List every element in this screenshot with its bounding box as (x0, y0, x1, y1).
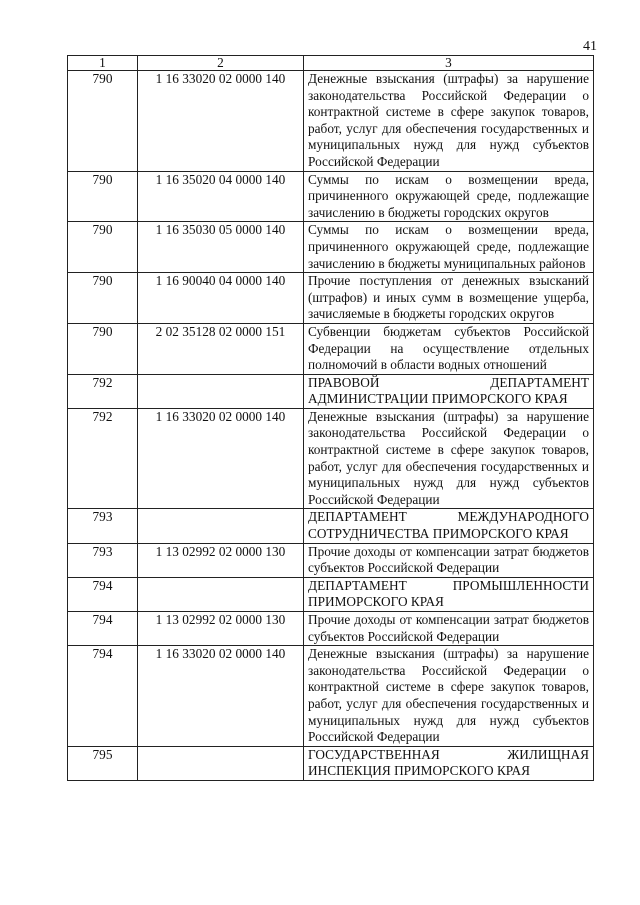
table-row (68, 374, 594, 408)
table-row (68, 408, 594, 509)
admin-code-cell: 794 (68, 612, 138, 646)
revenue-code-cell: 2 02 35128 02 0000 151 (138, 323, 304, 374)
department-heading-cell: ДЕПАРТАМЕНТ МЕЖДУНАРОДНОГО СОТРУДНИЧЕСТВА ПРИМОРСКОГО КРАЯ (304, 509, 594, 543)
revenue-code-cell (138, 509, 304, 543)
revenue-code-cell: 1 16 35020 04 0000 140 (138, 171, 304, 222)
admin-code-cell: 790 (68, 71, 138, 172)
revenue-code-cell (138, 746, 304, 780)
table-row (68, 746, 594, 780)
admin-code-cell: 792 (68, 408, 138, 509)
table-row (68, 612, 594, 646)
table-row (68, 323, 594, 374)
department-heading-cell: ГОСУДАРСТВЕННАЯ ЖИЛИЩНАЯ ИНСПЕКЦИЯ ПРИМОРСКОГО КРАЯ (304, 746, 594, 780)
table-row (68, 273, 594, 324)
department-heading-cell: ПРАВОВОЙ ДЕПАРТАМЕНТ АДМИНИСТРАЦИИ ПРИМОРСКОГО КРАЯ (304, 374, 594, 408)
admin-code-cell: 790 (68, 273, 138, 324)
admin-code-cell: 794 (68, 646, 138, 747)
revenue-name-cell: Прочие доходы от компенсации затрат бюджетов субъектов Российской Федерации (304, 612, 594, 646)
department-heading-cell: ДЕПАРТАМЕНТ ПРОМЫШЛЕННОСТИ ПРИМОРСКОГО КРАЯ (304, 577, 594, 611)
revenue-code-cell: 1 13 02992 02 0000 130 (138, 543, 304, 577)
revenue-code-cell: 1 16 33020 02 0000 140 (138, 71, 304, 172)
table-row (68, 646, 594, 747)
revenue-code-cell: 1 16 35030 05 0000 140 (138, 222, 304, 273)
revenue-name-cell: Денежные взыскания (штрафы) за нарушение законодательства Российской Федерации о контрактной системе в сфере закупок товаров, работ, услуг для обеспечения государственных и муниципальных нужд для нужд субъектов Российской Федерации (304, 408, 594, 509)
admin-code-cell: 790 (68, 323, 138, 374)
column-header-1: 1 (68, 56, 138, 71)
table-row (68, 71, 594, 172)
revenue-code-cell (138, 577, 304, 611)
admin-code-cell: 793 (68, 543, 138, 577)
admin-code-cell: 792 (68, 374, 138, 408)
revenue-code-cell: 1 13 02992 02 0000 130 (138, 612, 304, 646)
revenue-code-cell (138, 374, 304, 408)
revenue-code-cell: 1 16 33020 02 0000 140 (138, 646, 304, 747)
table-row (68, 543, 594, 577)
column-header-2: 2 (138, 56, 304, 71)
revenue-code-cell: 1 16 33020 02 0000 140 (138, 408, 304, 509)
revenue-name-cell: Субвенции бюджетам субъектов Российской Федерации на осуществление отдельных полномочий в области водных отношений (304, 323, 594, 374)
revenue-code-cell: 1 16 90040 04 0000 140 (138, 273, 304, 324)
column-header-3: 3 (304, 56, 594, 71)
admin-code-cell: 794 (68, 577, 138, 611)
revenue-name-cell: Прочие поступления от денежных взысканий (штрафов) и иных сумм в возмещение ущерба, зачисляемые в бюджеты городских округов (304, 273, 594, 324)
revenue-name-cell: Суммы по искам о возмещении вреда, причиненного окружающей среде, подлежащие зачислению в бюджеты городских округов (304, 171, 594, 222)
table-row (68, 577, 594, 611)
table-row (68, 509, 594, 543)
page-number: 41 (583, 39, 597, 54)
admin-code-cell: 790 (68, 171, 138, 222)
revenue-codes-table (67, 55, 594, 781)
revenue-name-cell: Денежные взыскания (штрафы) за нарушение законодательства Российской Федерации о контрактной системе в сфере закупок товаров, работ, услуг для обеспечения государственных и муниципальных нужд для нужд субъектов Российской Федерации (304, 71, 594, 172)
admin-code-cell: 795 (68, 746, 138, 780)
admin-code-cell: 793 (68, 509, 138, 543)
revenue-name-cell: Суммы по искам о возмещении вреда, причиненного окружающей среде, подлежащие зачислению в бюджеты муниципальных районов (304, 222, 594, 273)
admin-code-cell: 790 (68, 222, 138, 273)
table-row (68, 222, 594, 273)
table-row (68, 171, 594, 222)
table-header-row (68, 56, 594, 71)
revenue-name-cell: Денежные взыскания (штрафы) за нарушение законодательства Российской Федерации о контрактной системе в сфере закупок товаров, работ, услуг для обеспечения государственных и муниципальных нужд для нужд субъектов Российской Федерации (304, 646, 594, 747)
revenue-name-cell: Прочие доходы от компенсации затрат бюджетов субъектов Российской Федерации (304, 543, 594, 577)
